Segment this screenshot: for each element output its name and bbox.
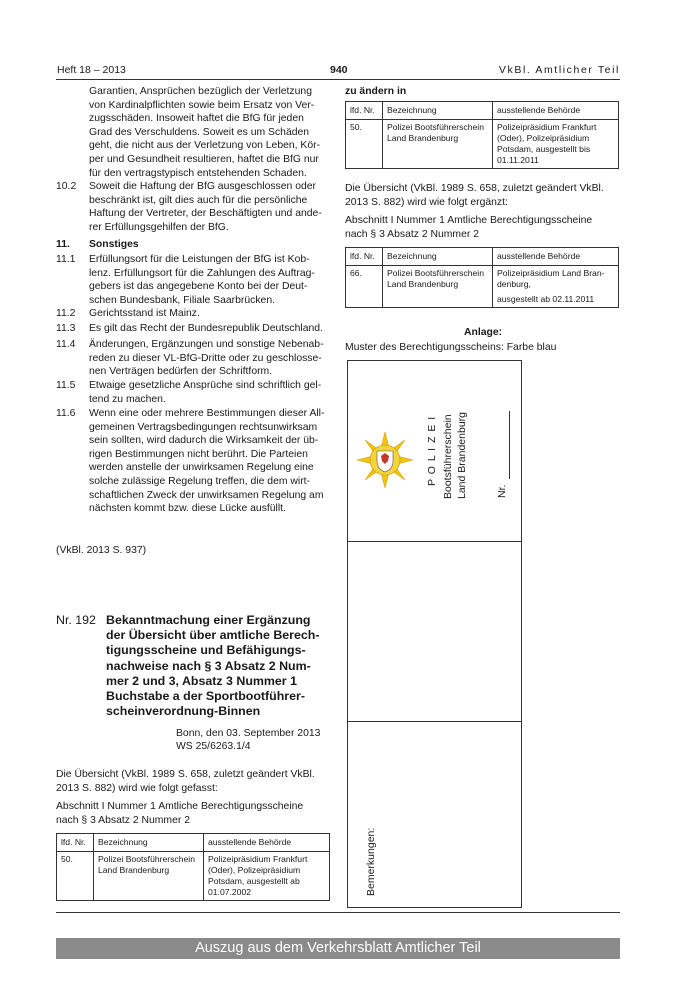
text-line: Polizei Bootsführerschein [387,122,484,132]
cell-bezeichnung [383,266,493,308]
table-added [345,247,619,308]
item-10-2 [56,180,329,234]
text-line: (Oder), Polizeipräsidium [208,865,301,875]
text-line: 01.07.2002 [208,887,252,897]
form-state: Land Brandenburg [456,412,468,499]
text-line: Potsdam, ausgestellt ab [208,876,300,886]
form-nr-label: Nr. [496,484,508,498]
text-line: nen Verträgen bedürfen der Schriftform. [89,366,273,378]
text-line: Wenn eine oder mehrere Bestimmungen dieser All- [89,408,325,419]
text-line: nach § 3 Absatz 2 Nummer 2 [56,814,190,826]
footer-banner: Auszug aus dem Verkehrsblatt Amtlicher Teil [56,938,620,959]
right-section-reference [345,214,625,241]
text-line: Polizei Bootsführerschein [98,854,195,864]
text-line: Abschnitt I Nummer 1 Amtliche Berechtigungsscheine [345,215,593,226]
text-line: Grad des Verschuldens. Soweit es um Schäden [89,126,310,138]
text-line: nächsten kommt bzw. diese Lücke ausfüllt. [89,503,286,515]
text-line: Polizeipräsidium Frankfurt [208,854,308,864]
form-title: Bootsführerschein [442,414,454,499]
license-form-sample [347,360,522,908]
header-cell: Bezeichnung [383,102,493,120]
text-line: der Übersicht über amtliche Berech- [106,628,320,643]
text-line: Bekanntmachung einer Ergänzung [106,613,311,627]
text-line: rigen Bestimmungen nicht berührt. Die Parteien [89,448,308,460]
form-remarks-label: Bemerkungen: [365,827,377,896]
text-line: gemeinen Vertragsbedingungen rechtsunwirksam [89,421,318,433]
text-line: Gerichtsstand ist Mainz. [89,308,200,319]
notice-heading [56,613,336,719]
text-line: beschränkt ist, gilt dies auch für die persönliche [89,194,308,206]
text-line: Änderungen, Ergänzungen und sonstige Nebenab- [89,339,324,350]
text-line: zugsschäden. Insoweit haftet die BfG für jeden [89,113,304,125]
cell-nr: 50. [346,120,383,169]
text-line: per und Gesundheit resultieren, haftet die BfG nur [89,153,319,165]
table-row [57,852,330,901]
cell-bezeichnung [383,120,493,169]
text-line: Polizei Bootsführerschein [387,268,484,278]
text-line: (Oder), Polizeipräsidium [497,133,590,143]
text-line: scheinverordnung-Binnen [106,704,261,719]
citation: (VkBl. 2013 S. 937) [56,545,147,556]
form-nr-line [509,411,510,479]
item-number: 11.1 [56,254,76,265]
right-intro [345,182,625,209]
text-line: tend zu machen. [89,393,166,405]
item-11-3 [56,322,329,336]
right-heading: zu ändern in [345,86,407,97]
intro-text [56,768,336,795]
text-line: Land Brandenburg [387,133,459,143]
table-amended [345,101,619,169]
item-number: 11.5 [56,380,76,391]
item-number: 10.2 [56,181,77,192]
page-number: 940 [330,64,348,76]
item-10-1-continuation [56,85,329,180]
text-line: gebers ist das angegebene Konto bei der Deut- [89,281,308,293]
header-cell: Bezeichnung [94,834,204,852]
table-header-row [57,834,330,852]
continuation-text [89,85,329,180]
text-line: Land Brandenburg [387,279,459,289]
cell-behoerde: Polizeipräsidium Land Bran- denburg, ausgestellt ab 02.11.2011 [493,266,619,308]
text-line: Buchstabe a der Sportbootführer- [106,689,305,704]
text-line: schen Bundesbank, Filiale Saarbrücken. [89,294,275,306]
form-polizei: P O L I Z E I [426,415,438,486]
text-line: nach § 3 Absatz 2 Nummer 2 [345,228,479,240]
text-line: mer 2 und 3, Absatz 3 Nummer 1 [106,673,297,688]
item-11-5 [56,379,329,406]
header-cell: ausstellende Behörde [493,248,619,266]
section-11-heading [56,238,329,252]
table-header-row [346,102,619,120]
reference-number: WS 25/6263.1/4 [176,741,251,752]
text-line: Potsdam, ausgestellt bis [497,144,591,154]
header-cell: lfd. Nr. [346,248,383,266]
table-current [56,833,330,901]
text-line: sein sollten, wird dadurch die Wirksamkeit der üb- [89,435,319,447]
item-11-6 [56,407,329,516]
header-cell: ausstellende Behörde [493,102,619,120]
header-cell: lfd. Nr. [57,834,94,852]
text-line: Soweit die Haftung der BfG ausgeschlossen oder [89,181,316,192]
section-title: Sonstiges [89,239,139,250]
item-number: 11.4 [56,339,76,350]
table-header-row [346,248,619,266]
form-divider [348,541,521,542]
text-line: Abschnitt I Nummer 1 Amtliche Berechtigungsscheine [56,801,304,812]
text-line: Die Übersicht (VkBl. 1989 S. 658, zuletzt geändert VkBl. [56,769,315,780]
text-line: geht, die nicht aus der Verletzung von Leben, Kör- [89,140,321,152]
item-11-1 [56,253,329,307]
header-journal: VkBl. Amtlicher Teil [498,64,620,76]
header-rule [56,79,620,80]
item-11-4 [56,338,329,379]
text-line: rer Erfüllungsgehilfen der BfG. [89,221,229,233]
cell-behoerde [204,852,330,901]
bottom-rule [56,912,620,913]
text-line: 01.11.2011 [497,155,539,165]
muster-caption: Muster des Berechtigungsscheins: Farbe blau [345,342,557,353]
text-line: für den vertragstypisch entstehenden Schaden. [89,167,307,179]
text-line: reden zu dieser VL-BfG-Dritte oder zu geschlosse- [89,352,322,364]
section-reference [56,800,336,827]
text-line: Erfüllungsort für die Leistungen der BfG ist Kob- [89,254,310,265]
text-line: 2013 S. 882) wird wie folgt gefasst: [56,782,218,794]
text-line: Es gilt das Recht der Bundesrepublik Deutschland. [89,323,323,334]
text-line: von Kardinalpflichten sowie beim Ersatz von Ver- [89,99,315,111]
text-line: nachweise nach § 3 Absatz 2 Num- [106,658,311,673]
text-line: werden anstelle der unwirksamen Regelung eine [89,462,314,474]
item-11-2 [56,307,329,321]
notice-number: Nr. 192 [56,613,96,627]
text-line: tigungsscheine und Befähigungs- [106,643,306,658]
header-cell: lfd. Nr. [346,102,383,120]
text-line: solche zulässige Regelung treffen, die dem wirt- [89,475,311,487]
text-line: Garantien, Ansprüchen bezüglich der Verletzung [89,86,312,97]
item-number: 11.6 [56,408,76,419]
text-line: Die Übersicht (VkBl. 1989 S. 658, zuletzt geändert VkBl. [345,183,604,194]
text-line: Haftung der Vertreter, der Beschäftigten und ande- [89,208,322,220]
header-cell: ausstellende Behörde [204,834,330,852]
police-star-emblem-icon [355,430,415,490]
anlage-label: Anlage: [464,327,503,338]
text-line: Land Brandenburg [98,865,170,875]
section-number: 11. [56,239,70,250]
table-row [346,120,619,169]
text-line: 2013 S. 882) wird wie folgt ergänzt: [345,196,508,208]
header-issue: Heft 18 – 2013 [57,64,126,76]
item-number: 11.2 [56,308,76,319]
text-line: schaftlichen Zweck der unwirksamen Regelung am [89,489,324,501]
cell-nr: 50. [57,852,94,901]
place-date: Bonn, den 03. September 2013 [176,728,321,739]
item-number: 11.3 [56,323,76,334]
text-line: lenz. Erfüllungsort für die Zahlungen des Auftrag- [89,267,315,279]
table-row [346,266,619,308]
header-cell: Bezeichnung [383,248,493,266]
text-line: Polizeipräsidium Frankfurt [497,122,597,132]
cell-behoerde [493,120,619,169]
cell-bezeichnung [94,852,204,901]
cell-nr: 66. [346,266,383,308]
form-divider [348,721,521,722]
text-line: Etwaige gesetzliche Ansprüche sind schriftlich gel- [89,380,322,391]
